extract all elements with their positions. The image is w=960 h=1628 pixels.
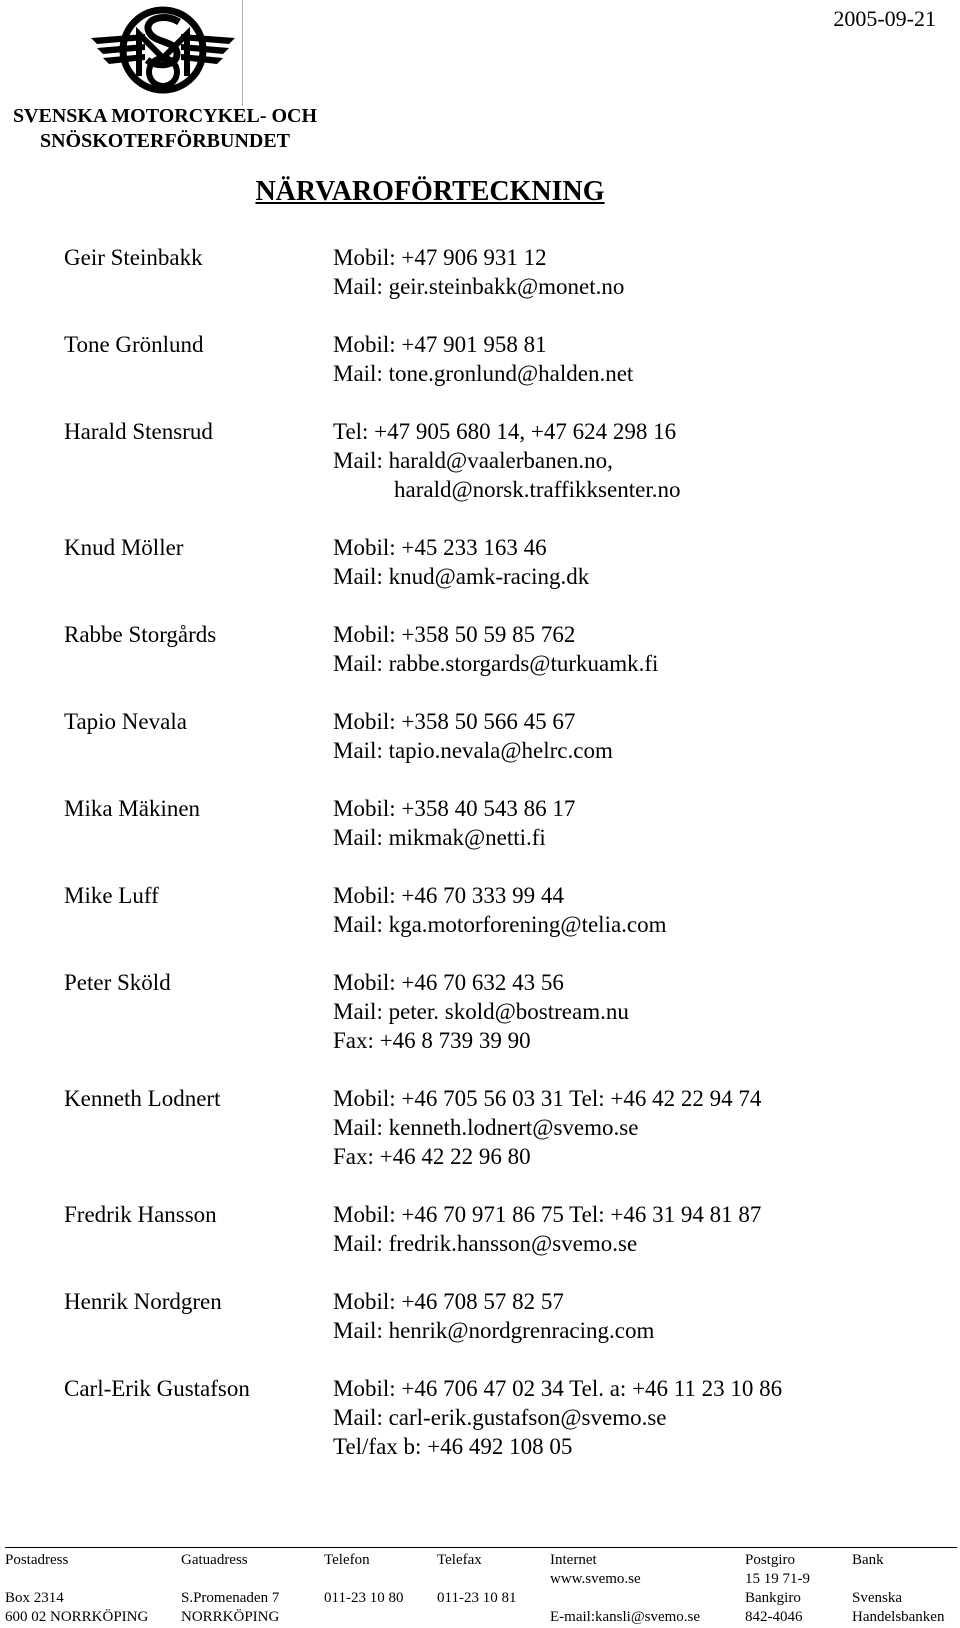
- attendee-name: Harald Stensrud: [64, 419, 213, 444]
- footer-postadress-line1: [5, 1570, 148, 1589]
- footer-email-link[interactable]: E-mail:kansli@svemo.se: [550, 1609, 701, 1625]
- attendee-entry: [64, 1374, 924, 1461]
- attendee-name: Rabbe Storgårds: [64, 622, 217, 647]
- footer-website-link[interactable]: www.svemo.se: [550, 1571, 641, 1587]
- contact-line: Mobil: +358 50 59 85 762: [333, 622, 576, 647]
- contact-line: Mail: peter. skold@bostream.nu: [333, 999, 629, 1024]
- attendee-name: Kenneth Lodnert: [64, 1086, 221, 1111]
- footer-divider: [5, 1547, 957, 1548]
- contact-line: Mail: harald@vaalerbanen.no,: [333, 448, 613, 473]
- attendee-contact-details: [333, 968, 629, 1055]
- contact-line: Mail: mikmak@netti.fi: [333, 825, 546, 850]
- footer-bank-line3: Handelsbanken: [852, 1609, 945, 1625]
- contact-line: Mobil: +46 708 57 82 57: [333, 1289, 564, 1314]
- attendee-entry: [64, 1200, 924, 1258]
- attendee-entry: [64, 620, 924, 678]
- attendee-contact-details: [333, 1200, 761, 1258]
- footer-internet-head: Internet: [550, 1552, 597, 1568]
- attendee-contact-details: [333, 707, 613, 765]
- contact-line: Mobil: +47 901 958 81: [333, 332, 547, 357]
- attendee-contact-details: [333, 417, 680, 504]
- attendee-name: Fredrik Hansson: [64, 1202, 217, 1227]
- footer-bank-head: Bank: [852, 1552, 884, 1568]
- footer-internet-line2: [550, 1589, 700, 1608]
- logo-area: [3, 0, 243, 106]
- attendee-entry: [64, 1287, 924, 1345]
- attendee-contact-details: [333, 243, 624, 301]
- page-title: NÄRVAROFÖRTECKNING: [255, 176, 605, 207]
- footer-gatuadress-line3: NORRKÖPING: [181, 1609, 280, 1625]
- attendee-entry: [64, 881, 924, 939]
- footer-postadress-line2: Box 2314: [5, 1590, 64, 1606]
- attendance-list: [64, 243, 924, 1490]
- footer-bank-line2: Svenska: [852, 1590, 902, 1606]
- contact-line: harald@norsk.traffikksenter.no: [394, 477, 681, 502]
- svemo-logo-icon: [83, 4, 243, 104]
- document-date: 2005-09-21: [833, 6, 936, 31]
- contact-line: Mail: geir.steinbakk@monet.no: [333, 274, 625, 299]
- contact-line: Mobil: +46 70 632 43 56: [333, 970, 564, 995]
- contact-line: Mobil: +46 70 333 99 44: [333, 883, 564, 908]
- footer-telefon-line1: [324, 1570, 403, 1589]
- footer-bank-line1: [852, 1570, 944, 1589]
- footer-postgiro-line3: 842-4046: [745, 1609, 803, 1625]
- footer-postadress-head: Postadress: [5, 1552, 69, 1568]
- footer-postgiro-line2: Bankgiro: [745, 1590, 801, 1606]
- footer-bank: [852, 1551, 944, 1627]
- organization-name: [0, 104, 330, 154]
- attendee-contact-details: [333, 881, 667, 939]
- attendee-name: Knud Möller: [64, 535, 184, 560]
- footer-telefon-line3: [324, 1608, 403, 1627]
- footer-telefax-head: Telefax: [437, 1552, 482, 1568]
- contact-line: Mail: henrik@nordgrenracing.com: [333, 1318, 655, 1343]
- attendee-contact-details: [333, 330, 633, 388]
- footer-telefon-head: Telefon: [324, 1552, 370, 1568]
- attendee-name: Peter Sköld: [64, 970, 171, 995]
- contact-line: Mobil: +45 233 163 46: [333, 535, 547, 560]
- attendee-name: Mike Luff: [64, 883, 159, 908]
- contact-line: Mail: kga.motorforening@telia.com: [333, 912, 667, 937]
- attendee-contact-details: [333, 533, 589, 591]
- contact-line: Mail: fredrik.hansson@svemo.se: [333, 1231, 638, 1256]
- attendee-entry: [64, 968, 924, 1055]
- attendee-name: Carl-Erik Gustafson: [64, 1376, 250, 1401]
- footer-telefax: [437, 1551, 516, 1627]
- footer-postadress: [5, 1551, 148, 1627]
- footer-gatuadress: [181, 1551, 279, 1627]
- attendee-entry: [64, 794, 924, 852]
- contact-line: Mail: carl-erik.gustafson@svemo.se: [333, 1405, 667, 1430]
- contact-line: Tel: +47 905 680 14, +47 624 298 16: [333, 419, 677, 444]
- contact-line: Mobil: +358 40 543 86 17: [333, 796, 576, 821]
- attendee-entry: [64, 707, 924, 765]
- contact-line: Mail: kenneth.lodnert@svemo.se: [333, 1115, 639, 1140]
- contact-line: Mobil: +358 50 566 45 67: [333, 709, 576, 734]
- footer-telefax-line1: [437, 1570, 516, 1589]
- attendee-contact-details: [333, 794, 575, 852]
- contact-line: Mail: rabbe.storgards@turkuamk.fi: [333, 651, 659, 676]
- attendee-contact-details: [333, 1287, 654, 1345]
- attendee-entry: [64, 330, 924, 388]
- footer-telefax-line2: 011-23 10 81: [437, 1590, 517, 1606]
- attendee-name: Tapio Nevala: [64, 709, 187, 734]
- contact-line: Tel/fax b: +46 492 108 05: [333, 1434, 573, 1459]
- footer-postgiro: [745, 1551, 810, 1627]
- attendee-name: Mika Mäkinen: [64, 796, 201, 821]
- attendee-entry: [64, 243, 924, 301]
- footer-telefon-line2: 011-23 10 80: [324, 1590, 404, 1606]
- contact-line: Mail: tapio.nevala@helrc.com: [333, 738, 613, 763]
- contact-line: Mail: knud@amk-racing.dk: [333, 564, 590, 589]
- org-line-1: SVENSKA MOTORCYKEL- OCH: [12, 105, 318, 127]
- attendee-contact-details: [333, 1374, 782, 1461]
- attendee-contact-details: [333, 620, 658, 678]
- contact-line: Fax: +46 42 22 96 80: [333, 1144, 531, 1169]
- org-line-2: SNÖSKOTERFÖRBUNDET: [39, 130, 291, 152]
- attendee-name: Henrik Nordgren: [64, 1289, 222, 1314]
- footer-telefon: [324, 1551, 403, 1627]
- attendee-entry: [64, 1084, 924, 1171]
- footer-postgiro-head: Postgiro: [745, 1552, 796, 1568]
- contact-line: Mobil: +46 705 56 03 31 Tel: +46 42 22 94 74: [333, 1086, 762, 1111]
- footer-gatuadress-line2: S.Promenaden 7: [181, 1590, 280, 1606]
- attendee-entry: [64, 417, 924, 504]
- attendee-entry: [64, 533, 924, 591]
- footer-internet: [550, 1551, 700, 1627]
- contact-line: Fax: +46 8 739 39 90: [333, 1028, 531, 1053]
- attendee-name: Geir Steinbakk: [64, 245, 203, 270]
- attendee-contact-details: [333, 1084, 761, 1171]
- footer-telefax-line3: [437, 1608, 516, 1627]
- contact-line: Mobil: +46 706 47 02 34 Tel. a: +46 11 23 10 86: [333, 1376, 783, 1401]
- contact-line: Mobil: +46 70 971 86 75 Tel: +46 31 94 81 87: [333, 1202, 762, 1227]
- footer-postgiro-line1: 15 19 71-9: [745, 1571, 810, 1587]
- attendee-name: Tone Grönlund: [64, 332, 204, 357]
- footer-gatuadress-line1: [181, 1570, 279, 1589]
- contact-line: Mail: tone.gronlund@halden.net: [333, 361, 634, 386]
- contact-line: Mobil: +47 906 931 12: [333, 245, 547, 270]
- footer-gatuadress-head: Gatuadress: [181, 1552, 248, 1568]
- footer-postadress-line3: 600 02 NORRKÖPING: [5, 1609, 149, 1625]
